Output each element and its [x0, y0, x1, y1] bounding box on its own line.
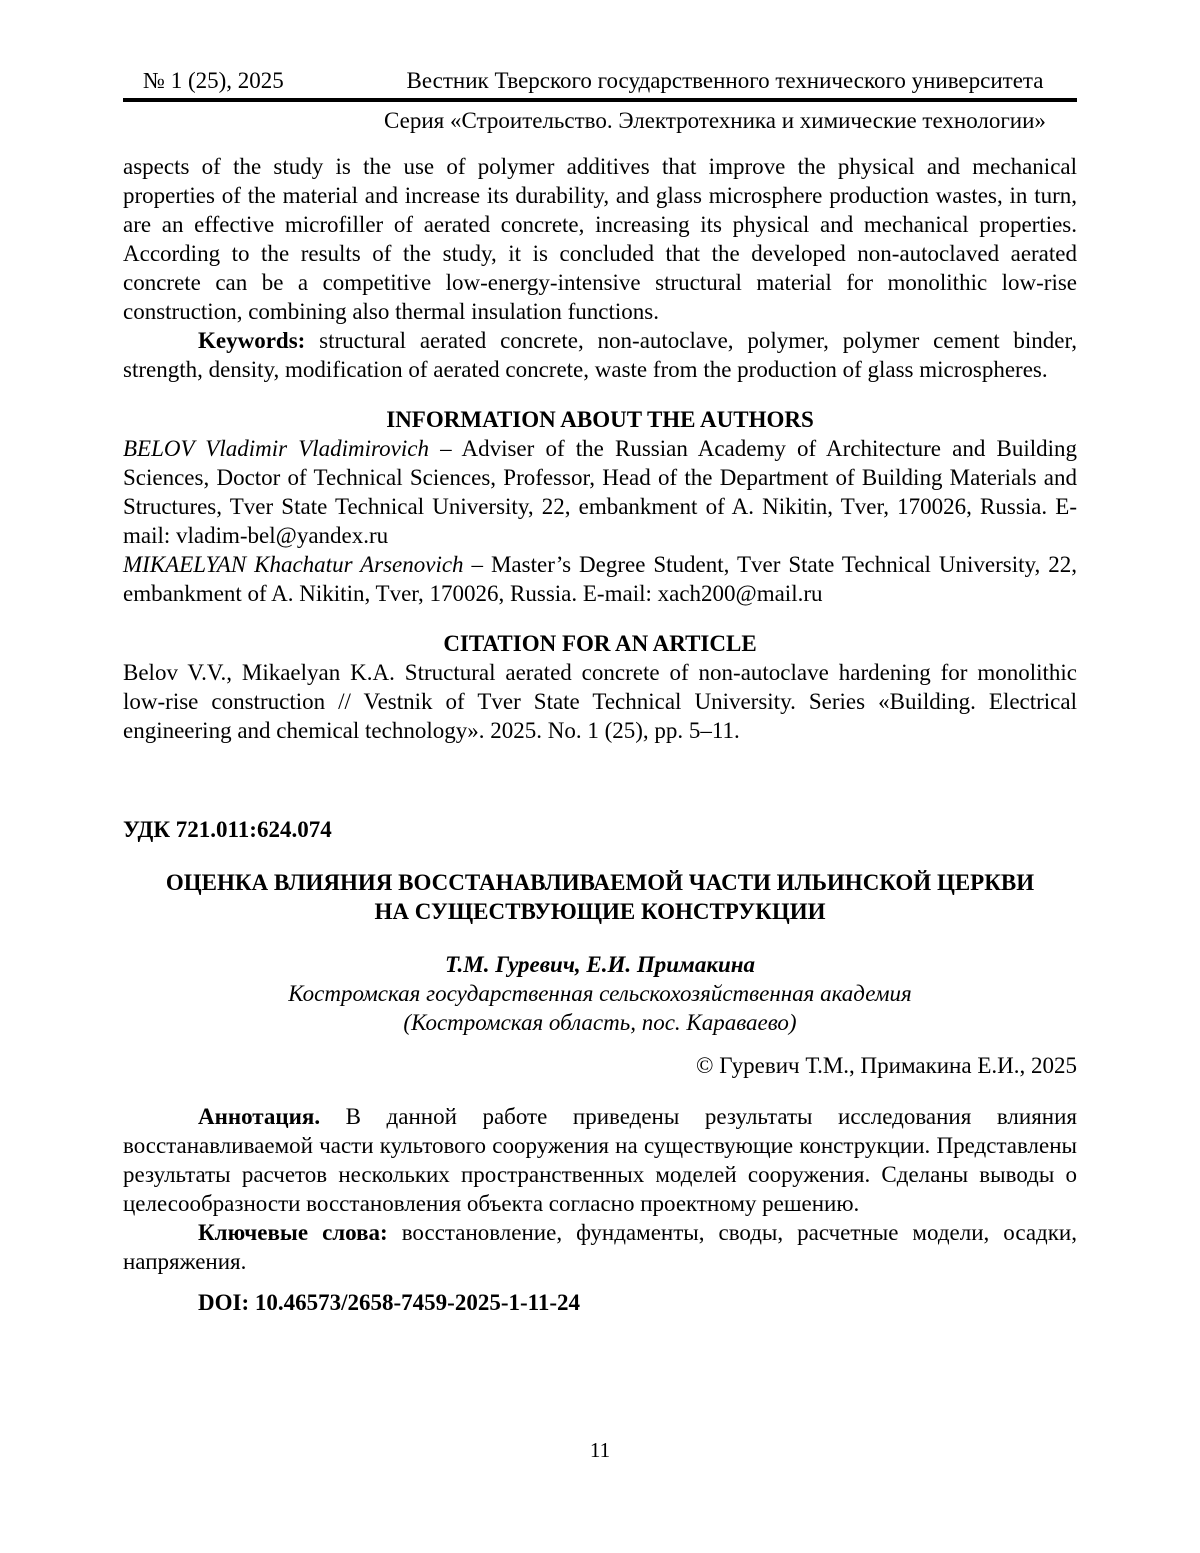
authors-info-heading: INFORMATION ABOUT THE AUTHORS — [386, 407, 814, 432]
author-details-mikaelyan: – Master’s Degree Student, Tver State Technical University, 22, embankment of A. Nikitin, Tver, 170026, Russia. E-mail: xach200@mail.ru — [123, 552, 1077, 606]
author-details-belov: – Adviser of the Russian Academy of Architecture and Building Sciences, Doctor of Technical Sciences, Professor, Head of the Department of Building Materials and Structures, Tver State Technical University, 22, embankment of A. Nikitin, Tver, 170026, Russia. E-mail: vladim-bel@yandex.ru — [123, 436, 1077, 548]
keywords-text-ru: восстановление, фундаменты, своды, расчетные модели, осадки, напряжения. — [123, 1220, 1077, 1274]
abstract-paragraph-ru — [123, 1102, 1077, 1218]
keywords-paragraph-en — [123, 326, 1077, 384]
journal-series: Серия «Строительство. Электротехника и химические технологии» — [384, 108, 1046, 133]
abstract-continuation: aspects of the study is the use of polymer additives that improve the physical and mechanical properties of the material and increase its durability, and glass microsphere production wastes, in turn, are an effective microfiller of aerated concrete, increasing its physical and mechanical properties. According to the results of the study, it is concluded that the developed non-autoclaved aerated concrete can be a competitive low-energy-intensive structural material for monolithic low-rise construction, combining also thermal insulation functions. — [123, 154, 1077, 324]
copyright-line: © Гуревич Т.М., Примакина Е.И., 2025 — [696, 1053, 1077, 1078]
russian-article-section — [123, 815, 1077, 1317]
journal-title: Вестник Тверского государственного технического университета — [406, 68, 1044, 93]
citation-heading: CITATION FOR AN ARTICLE — [443, 631, 757, 656]
keywords-label-en: Keywords: — [198, 328, 306, 353]
author-name-belov: BELOV Vladimir Vladimirovich — [123, 436, 429, 461]
doi-line: DOI: 10.46573/2658-7459-2025-1-11-24 — [198, 1290, 581, 1315]
author-entry-belov — [123, 434, 1077, 550]
article-title-line-1: ОЦЕНКА ВЛИЯНИЯ ВОССТАНАВЛИВАЕМОЙ ЧАСТИ ИЛЬИНСКОЙ ЦЕРКВИ — [165, 870, 1035, 895]
article-title-line-2: НА СУЩЕСТВУЮЩИЕ КОНСТРУКЦИИ — [374, 899, 826, 924]
author-name-mikaelyan: MIKAELYAN Khachatur Arsenovich — [123, 552, 464, 577]
article-title — [123, 868, 1077, 926]
abstract-label-ru: Аннотация. — [198, 1104, 321, 1129]
affiliation: Костромская государственная сельскохозяйственная академия — [288, 981, 912, 1006]
issue-number: № 1 (25), 2025 — [143, 68, 284, 93]
page-header — [123, 66, 1077, 135]
keywords-label-ru: Ключевые слова: — [198, 1220, 388, 1245]
citation-text: Belov V.V., Mikaelyan K.A. Structural aerated concrete of non-autoclave hardening for monolithic low-rise construction // Vestnik of Tver State Technical University. Series «Building. Electrical engineering and chemical technology». 2025. No. 1 (25), pp. 5–11. — [123, 660, 1077, 743]
article-authors: Т.М. Гуревич, Е.И. Примакина — [444, 952, 756, 977]
keywords-paragraph-ru — [123, 1218, 1077, 1276]
affiliation-location: (Костромская область, пос. Караваево) — [403, 1010, 797, 1035]
header-top-row — [123, 66, 1077, 102]
english-metadata-section — [123, 152, 1077, 745]
author-entry-mikaelyan — [123, 550, 1077, 608]
keywords-text-en: structural aerated concrete, non-autoclave, polymer, polymer cement binder, strength, density, modification of aerated concrete, waste from the production of glass microspheres. — [123, 328, 1077, 382]
udc-code: УДК 721.011:624.074 — [123, 817, 332, 842]
page-number: 11 — [589, 1438, 611, 1462]
abstract-text-ru: В данной работе приведены результаты исследования влияния восстанавливаемой части культового сооружения на существующие конструкции. Представлены результаты расчетов нескольких пространственных моделей сооружения. Сделаны выводы о целесообразности восстановления объекта согласно проектному решению. — [123, 1104, 1077, 1216]
